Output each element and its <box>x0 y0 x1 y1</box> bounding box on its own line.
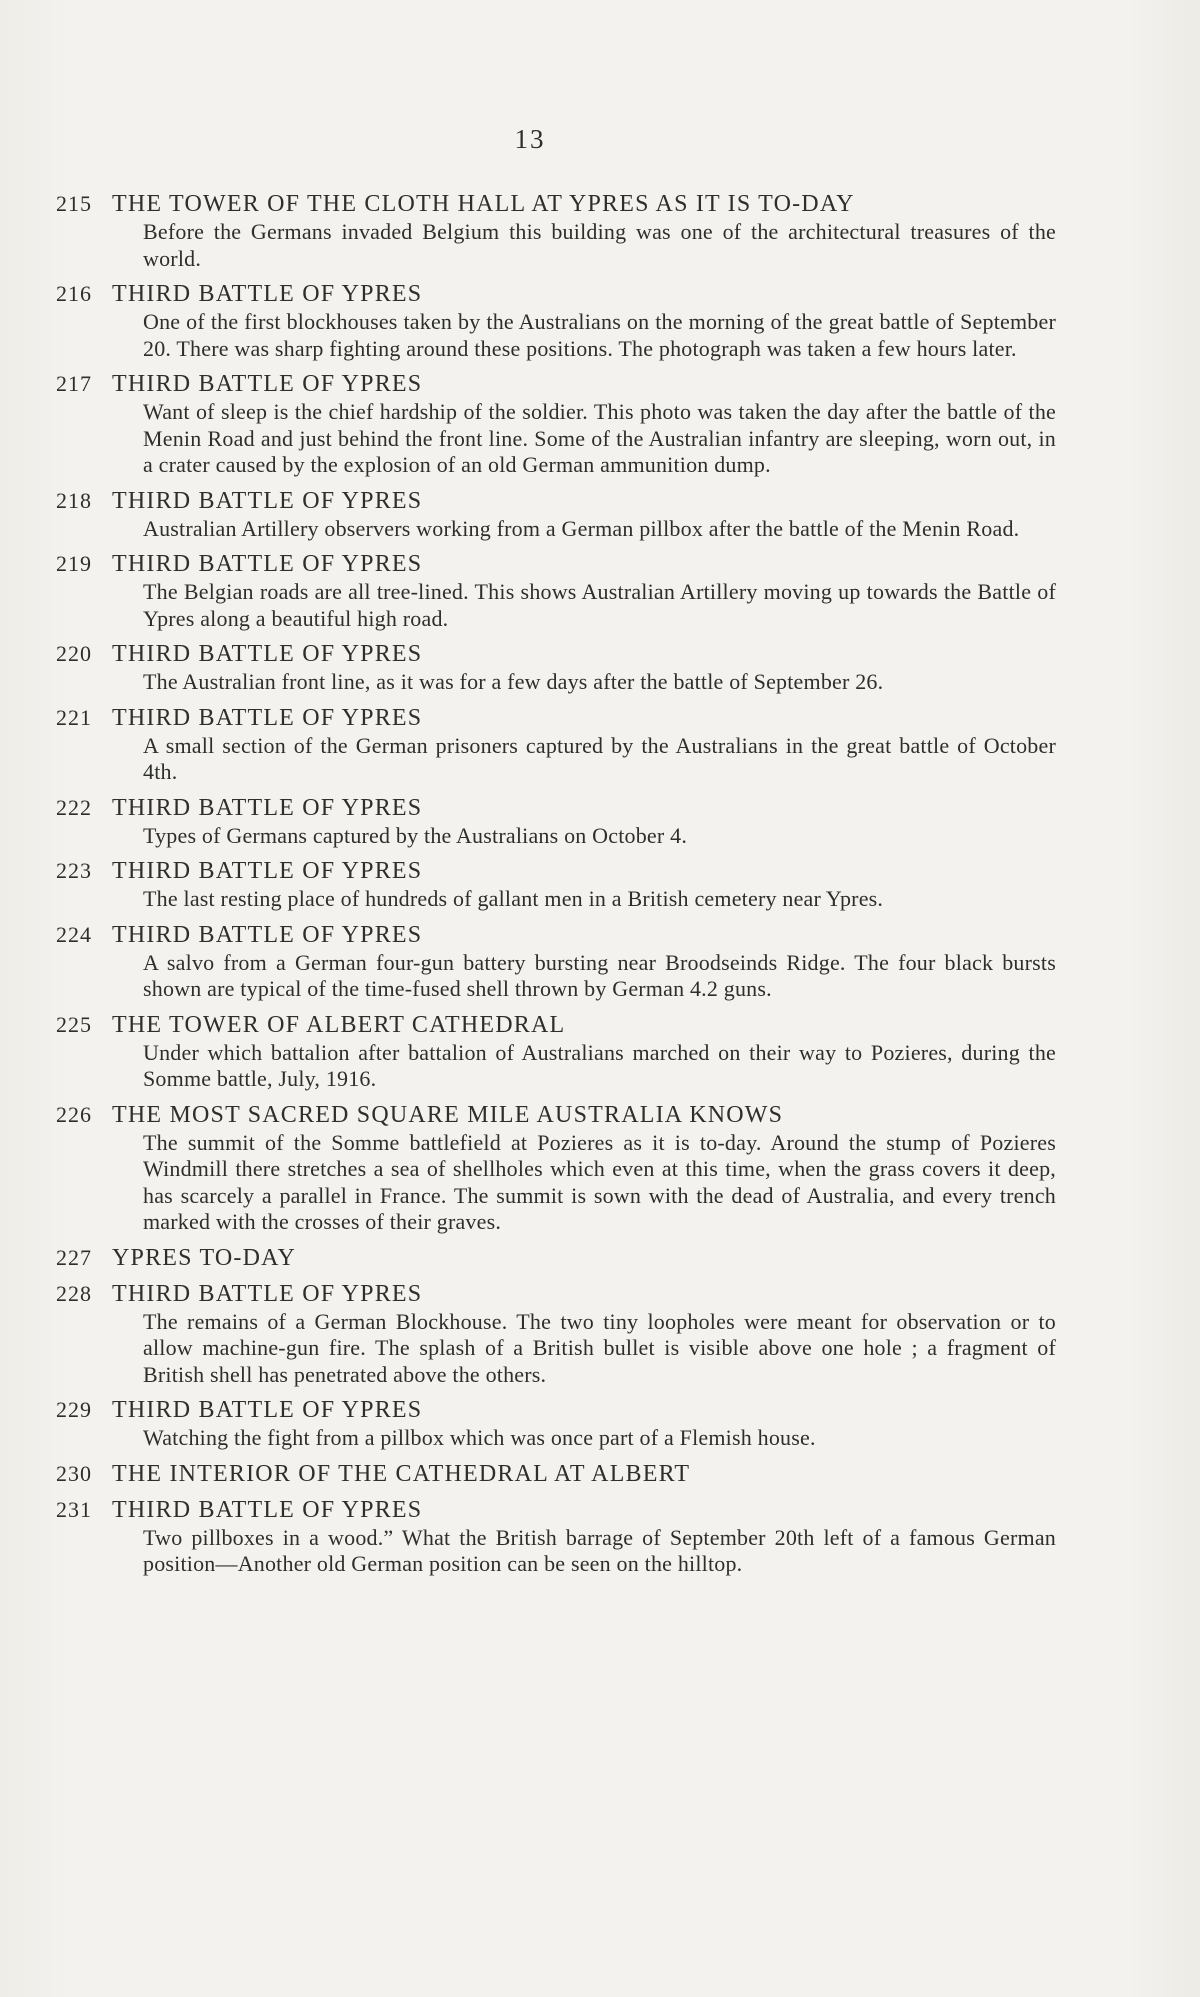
entry-number: 225 <box>56 1011 92 1037</box>
entry-title: THIRD BATTLE OF YPRES <box>112 1280 423 1307</box>
entry-number: 220 <box>56 641 92 666</box>
entry-number: 224 <box>56 921 92 947</box>
catalogue-entry <box>56 1460 1056 1488</box>
entry-heading <box>56 1496 1056 1524</box>
entry-number: 231 <box>56 1496 92 1522</box>
entry-number: 222 <box>56 794 92 820</box>
catalogue-entry <box>56 921 1056 1003</box>
entry-description: Watching the fight from a pillbox which was once part of a Flemish house. <box>143 1425 816 1450</box>
catalogue-entry <box>56 857 1056 913</box>
entry-title: THIRD BATTLE OF YPRES <box>112 1496 423 1523</box>
entry-title: THIRD BATTLE OF YPRES <box>112 551 423 577</box>
catalogue-entry <box>56 1244 1056 1272</box>
entry-description: The last resting place of hundreds of gallant men in a British cemetery near Ypres. <box>143 886 884 911</box>
entry-number: 227 <box>56 1244 92 1270</box>
entry-description: A small section of the German prisoners captured by the Australians in the great battle of October 4th. <box>143 732 1056 784</box>
entry-number: 223 <box>56 858 92 883</box>
catalogue-entry <box>56 1496 1056 1578</box>
entry-heading <box>56 1101 1056 1129</box>
entry-heading <box>56 280 1056 308</box>
entry-number: 216 <box>56 281 92 306</box>
catalogue-entry <box>56 1280 1056 1389</box>
entry-heading <box>56 794 1056 822</box>
entry-title: THE MOST SACRED SQUARE MILE AUSTRALIA KNOWS <box>112 1101 784 1128</box>
entry-title: THIRD BATTLE OF YPRES <box>112 858 423 884</box>
entry-number: 219 <box>56 551 92 576</box>
entry-title: THIRD BATTLE OF YPRES <box>112 281 423 307</box>
entry-number: 218 <box>56 487 92 513</box>
entry-description: Under which battalion after battalion of Australians marched on their way to Pozieres, during the Somme battle, July, 1916. <box>143 1039 1056 1091</box>
entry-description: Australian Artillery observers working from a German pillbox after the battle of the Menin Road. <box>143 515 1020 541</box>
entry-title: THIRD BATTLE OF YPRES <box>112 704 423 731</box>
entry-description: One of the first blockhouses taken by the Australians on the morning of the great battle of September 20. There was sharp fighting around these positions. The photograph was taken a few hours later. <box>143 309 1056 361</box>
entry-title: THIRD BATTLE OF YPRES <box>112 487 423 514</box>
entry-heading <box>56 704 1056 732</box>
catalogue-entry <box>56 190 1056 272</box>
page-number: 13 <box>514 124 546 154</box>
catalogue-entry <box>56 704 1056 786</box>
catalogue-entry <box>56 280 1056 362</box>
entry-heading <box>56 370 1056 398</box>
entry-description: Before the Germans invaded Belgium this building was one of the architectural treasures of the world. <box>143 219 1056 271</box>
entry-number: 221 <box>56 704 92 730</box>
entry-title: THIRD BATTLE OF YPRES <box>112 921 423 948</box>
catalogue-entry <box>56 1101 1056 1236</box>
entry-title: THE TOWER OF THE CLOTH HALL AT YPRES AS IT IS TO-DAY <box>112 191 855 217</box>
catalogue-entry <box>56 794 1056 850</box>
catalogue-entry <box>56 640 1056 696</box>
entry-description: The remains of a German Blockhouse. The two tiny loopholes were meant for observation or to allow machine-gun fire. The splash of a British bullet is visible above one hole ; a fragment of British shell has penetrated above the others. <box>143 1308 1056 1387</box>
entry-description: Types of Germans captured by the Australians on October 4. <box>143 822 688 848</box>
catalogue-entry <box>56 1011 1056 1093</box>
entry-description: Two pillboxes in a wood.” What the British barrage of September 20th left of a famous German position—Another old German position can be seen on the hilltop. <box>143 1524 1056 1576</box>
entry-description: A salvo from a German four-gun battery bursting near Broodseinds Ridge. The four black bursts shown are typical of the time-fused shell thrown by German 4.2 guns. <box>143 949 1056 1001</box>
entry-number: 226 <box>56 1101 92 1127</box>
catalogue-entry <box>56 550 1056 632</box>
entry-number: 230 <box>56 1460 92 1486</box>
entry-description: The summit of the Somme battlefield at Pozieres as it is to-day. Around the stump of Pozieres Windmill there stretches a sea of shellholes which even at this time, when the grass covers it deep, has scarcely a parallel in France. The summit is sown with the dead of Australia, and every trench marked with the crosses of their graves. <box>143 1129 1056 1234</box>
entry-heading <box>56 1244 1056 1272</box>
entry-title: THE INTERIOR OF THE CATHEDRAL AT ALBERT <box>112 1460 691 1487</box>
entry-heading <box>56 487 1056 515</box>
entry-description: The Australian front line, as it was for a few days after the battle of September 26. <box>143 669 884 694</box>
entry-title: YPRES TO-DAY <box>112 1244 297 1271</box>
catalogue-entry <box>56 1396 1056 1452</box>
entry-number: 217 <box>56 371 92 396</box>
catalogue-list <box>56 190 1056 1586</box>
entry-description: The Belgian roads are all tree-lined. This shows Australian Artillery moving up towards the Battle of Ypres along a beautiful high road. <box>143 579 1056 631</box>
entry-title: THIRD BATTLE OF YPRES <box>112 641 423 667</box>
entry-heading <box>56 640 1056 668</box>
entry-title: THIRD BATTLE OF YPRES <box>112 371 423 397</box>
entry-number: 228 <box>56 1280 92 1306</box>
entry-heading <box>56 1280 1056 1308</box>
entry-heading <box>56 190 1056 218</box>
entry-description: Want of sleep is the chief hardship of the soldier. This photo was taken the day after the battle of the Menin Road and just behind the front line. Some of the Australian infantry are sleeping, worn out, in a crater caused by the explosion of an old German ammunition dump. <box>143 399 1056 477</box>
catalogue-entry <box>56 487 1056 543</box>
catalogue-entry <box>56 370 1056 479</box>
entry-heading <box>56 1396 1056 1424</box>
entry-title: THE TOWER OF ALBERT CATHEDRAL <box>112 1011 566 1038</box>
entry-heading <box>56 921 1056 949</box>
entry-number: 215 <box>56 191 92 216</box>
entry-heading <box>56 857 1056 885</box>
entry-heading <box>56 1011 1056 1039</box>
entry-heading <box>56 1460 1056 1488</box>
entry-number: 229 <box>56 1397 92 1422</box>
entry-heading <box>56 550 1056 578</box>
entry-title: THIRD BATTLE OF YPRES <box>112 794 423 821</box>
entry-title: THIRD BATTLE OF YPRES <box>112 1397 423 1423</box>
